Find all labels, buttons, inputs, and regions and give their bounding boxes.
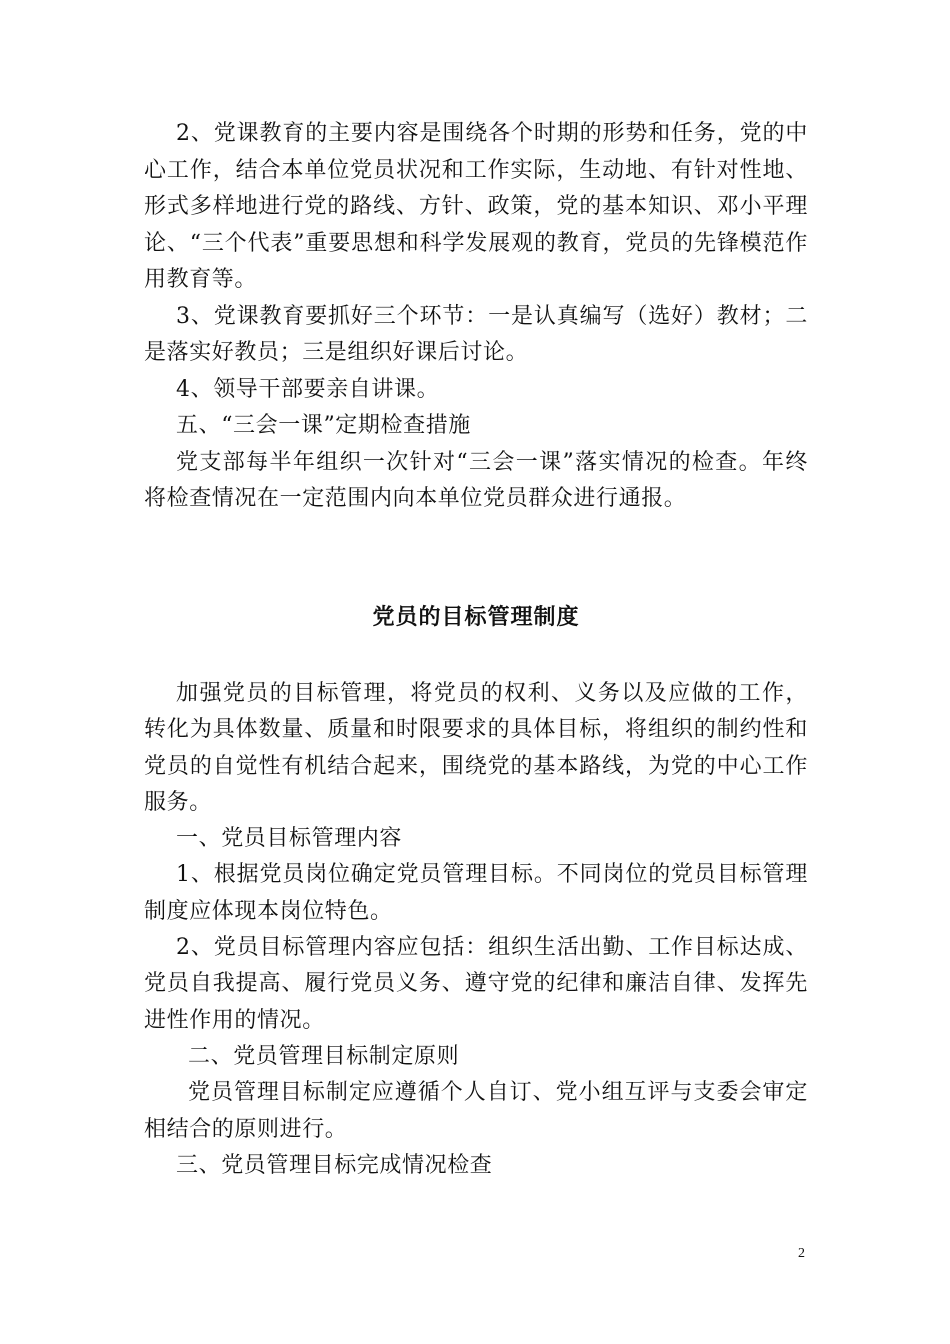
paragraph: 2、党员目标管理内容应包括：组织生活出勤、工作目标达成、党员自我提高、履行党员义务、遵守党的纪律和廉洁自律、发挥先进性作用的情况。	[144, 935, 808, 1033]
paragraph: 党员管理目标制定应遵循个人自订、党小组互评与支委会审定相结合的原则进行。	[144, 1080, 808, 1142]
paragraph: 2、党课教育的主要内容是围绕各个时期的形势和任务，党的中心工作，结合本单位党员状况和工作实际，生动地、有针对性地、形式多样地进行党的路线、方针、政策，党的基本知识、邓小平理论、“三个代表”重要思想和科学发展观的教育，党员的先锋模范作用教育等。	[144, 121, 808, 292]
section-heading: 二、党员管理目标制定原则	[188, 1043, 460, 1069]
section-target-management	[144, 676, 808, 1184]
document-title: 党员的目标管理制度	[372, 605, 580, 630]
paragraph: 党支部每半年组织一次针对“三会一课”落实情况的检查。年终将检查情况在一定范围内向本单位党员群众进行通报。	[144, 449, 808, 511]
paragraph: 4、领导干部要亲自讲课。	[176, 376, 440, 402]
section-heading: 三、党员管理目标完成情况检查	[176, 1152, 493, 1178]
paragraph: 加强党员的目标管理，将党员的权利、义务以及应做的工作，转化为具体数量、质量和时限要求的具体目标，将组织的制约性和党员的自觉性有机结合起来，围绕党的基本路线，为党的中心工作服务。	[144, 681, 808, 815]
page-number: 2	[798, 1246, 805, 1261]
paragraph: 3、党课教育要抓好三个环节：一是认真编写（选好）教材；二是落实好教员；三是组织好课后讨论。	[144, 303, 808, 365]
section-heading: 五、“三会一课”定期检查措施	[176, 413, 471, 438]
section-party-lecture	[144, 116, 808, 518]
section-heading: 一、党员目标管理内容	[176, 826, 403, 852]
paragraph: 1、根据党员岗位确定党员管理目标。不同岗位的党员目标管理制度应体现本岗位特色。	[144, 862, 808, 924]
